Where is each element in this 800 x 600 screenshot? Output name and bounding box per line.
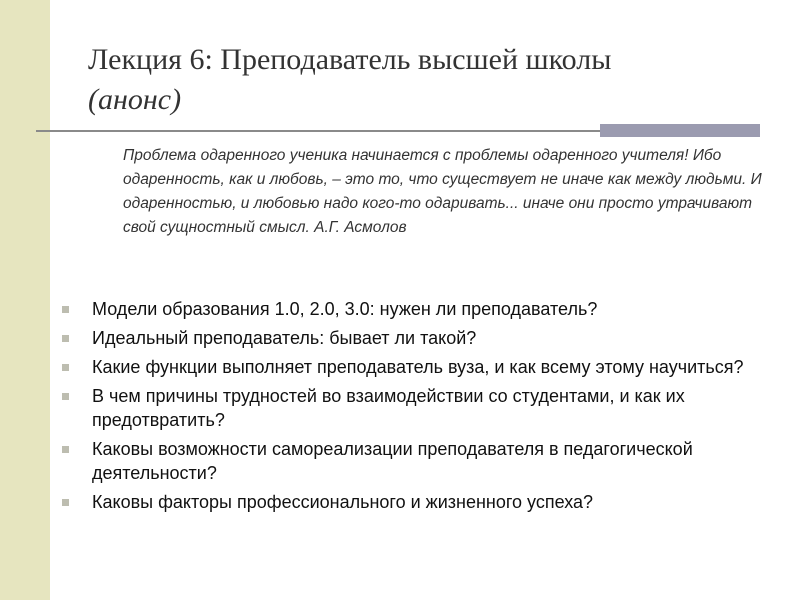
list-item-text: В чем причины трудностей во взаимодействии со студентами, и как их предотвратить? [92,386,685,430]
square-bullet-icon [62,364,69,371]
title-subtitle: (анонс) [88,83,182,116]
list-item-text: Модели образования 1.0, 2.0, 3.0: нужен ли преподаватель? [92,299,598,319]
square-bullet-icon [62,335,69,342]
list-item [60,384,780,432]
list-item-text: Каковы факторы профессионального и жизненного успеха? [92,492,594,512]
square-bullet-icon [62,446,69,453]
list-item [60,355,780,379]
list-item-text: Каковы возможности самореализации преподавателя в педагогической деятельности? [92,439,693,483]
list-item [60,297,780,321]
list-item-text: Какие функции выполняет преподаватель вуза, и как всему этому научиться? [92,357,744,377]
list-item [60,326,780,350]
divider-accent-block [600,124,760,137]
title-main: Лекция 6: Преподаватель высшей школы [88,43,612,76]
list-item [60,490,780,514]
list-item [60,437,780,485]
list-item-text: Идеальный преподаватель: бывает ли такой? [92,328,477,348]
topic-list [60,297,780,519]
epigraph-quote: Проблема одаренного ученика начинается с проблемы одаренного учителя! Ибо одаренность, как и любовь, – это то, что существует не иначе как между людьми. И одаренностью, и любовью надо кого-то одаривать... иначе они просто утрачивают свой сущностный смысл. А.Г. Асмолов [123,147,762,236]
side-band [0,0,50,600]
slide-title [88,40,768,120]
square-bullet-icon [62,306,69,313]
square-bullet-icon [62,393,69,400]
square-bullet-icon [62,499,69,506]
title-divider [36,130,600,132]
